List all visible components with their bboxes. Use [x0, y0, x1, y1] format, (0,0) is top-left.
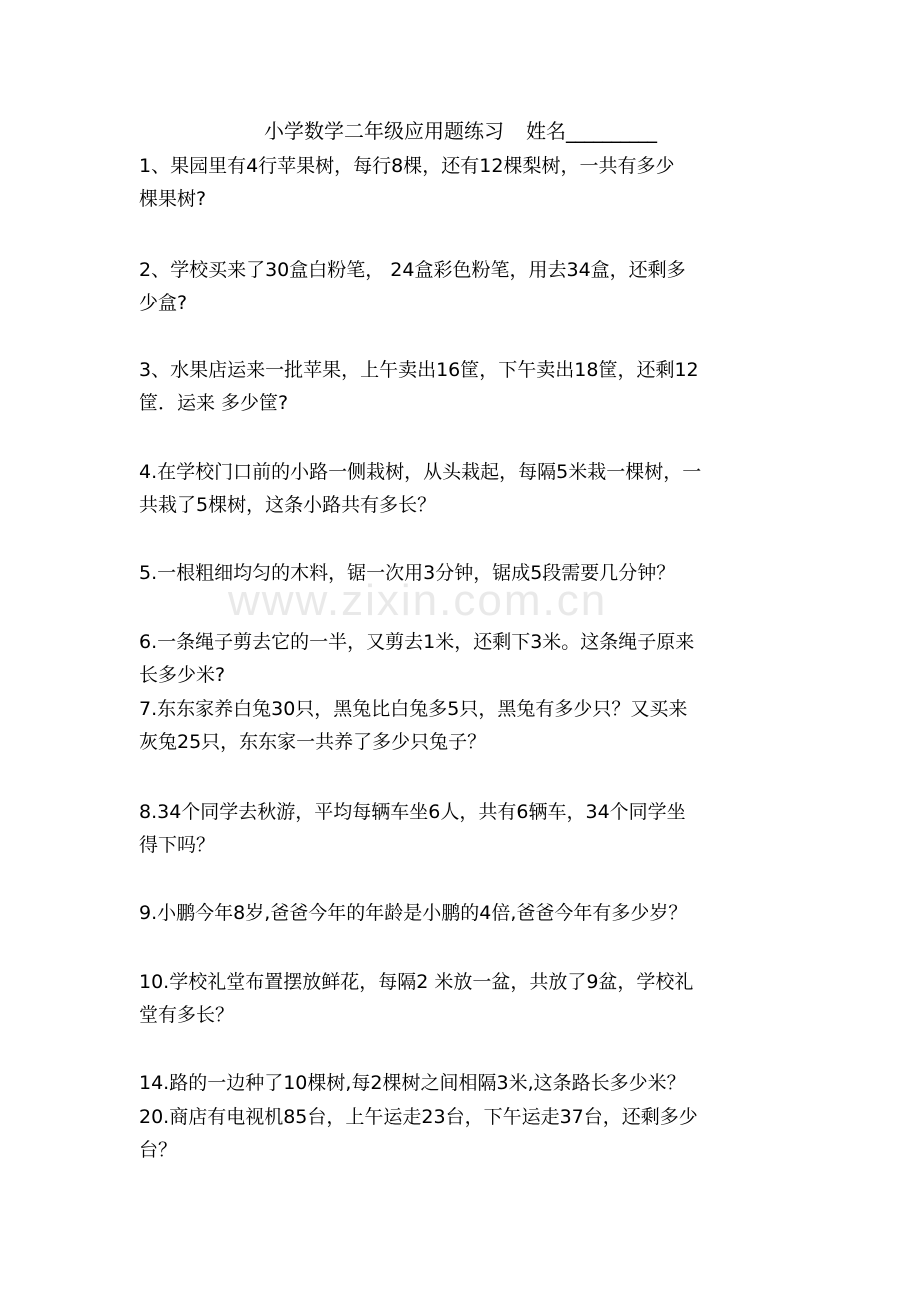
question-line: 共栽了5棵树，这条小路共有多长？ — [139, 494, 437, 516]
question-5 — [139, 557, 784, 590]
question-line: 5.一根粗细均匀的木料，锯一次用3分钟，锯成5段需要几分钟？ — [139, 562, 676, 584]
name-blank-line: __________ — [566, 119, 656, 143]
question-line: 筐．运来 多少筐? — [139, 392, 289, 414]
question-1 — [139, 150, 784, 216]
question-line: 棵果树? — [139, 188, 207, 210]
question-line: 2、学校买来了30盒白粉笔， 24盒彩色粉笔，用去34盒，还剩多 — [139, 259, 686, 281]
question-line: 3、水果店运来一批苹果，上午卖出16筐，下午卖出18筐，还剩12 — [139, 359, 699, 381]
question-3 — [139, 354, 784, 420]
question-line: 得下吗？ — [139, 834, 216, 856]
question-line: 台？ — [139, 1139, 178, 1161]
question-line: 10.学校礼堂布置摆放鲜花，每隔2 米放一盆，共放了9盆，学校礼 — [139, 971, 694, 993]
question-4 — [139, 456, 784, 522]
question-line: 1、果园里有4行苹果树，每行8棵，还有12棵梨树，一共有多少 — [139, 155, 675, 177]
question-line: 长多少米? — [139, 664, 226, 686]
page-title — [0, 116, 920, 146]
name-label: 姓名 — [526, 119, 566, 143]
question-8 — [139, 796, 784, 862]
question-20 — [139, 1101, 784, 1167]
question-line: 灰兔25只，东东家一共养了多少只兔子？ — [139, 731, 487, 753]
question-line: 4.在学校门口前的小路一侧栽树，从头栽起，每隔5米栽一棵树，一 — [139, 461, 702, 483]
worksheet-title: 小学数学二年级应用题练习 — [264, 119, 504, 143]
question-9 — [139, 897, 784, 930]
question-line: 少盒? — [139, 292, 188, 314]
question-14 — [139, 1067, 784, 1100]
question-line: 6.一条绳子剪去它的一半，又剪去1米，还剩下3米。这条绳子原来 — [139, 631, 695, 653]
question-line: 7.东东家养白兔30只，黑兔比白兔多5只，黑兔有多少只？又买来 — [139, 698, 688, 720]
watermark: www.zixin.com.cn — [228, 576, 608, 625]
question-line: 20.商店有电视机85台，上午运走23台，下午运走37台，还剩多少 — [139, 1106, 698, 1128]
question-line: 堂有多长？ — [139, 1004, 235, 1026]
question-6 — [139, 626, 784, 692]
question-7 — [139, 693, 784, 759]
question-line: 14.路的一边种了10棵树,每2棵树之间相隔3米,这条路长多少米？ — [139, 1072, 686, 1094]
question-line: 8.34个同学去秋游，平均每辆车坐6人，共有6辆车，34个同学坐 — [139, 801, 686, 823]
question-line: 9.小鹏今年8岁,爸爸今年的年龄是小鹏的4倍,爸爸今年有多少岁？ — [139, 902, 688, 924]
question-10 — [139, 966, 784, 1032]
question-2 — [139, 254, 784, 320]
